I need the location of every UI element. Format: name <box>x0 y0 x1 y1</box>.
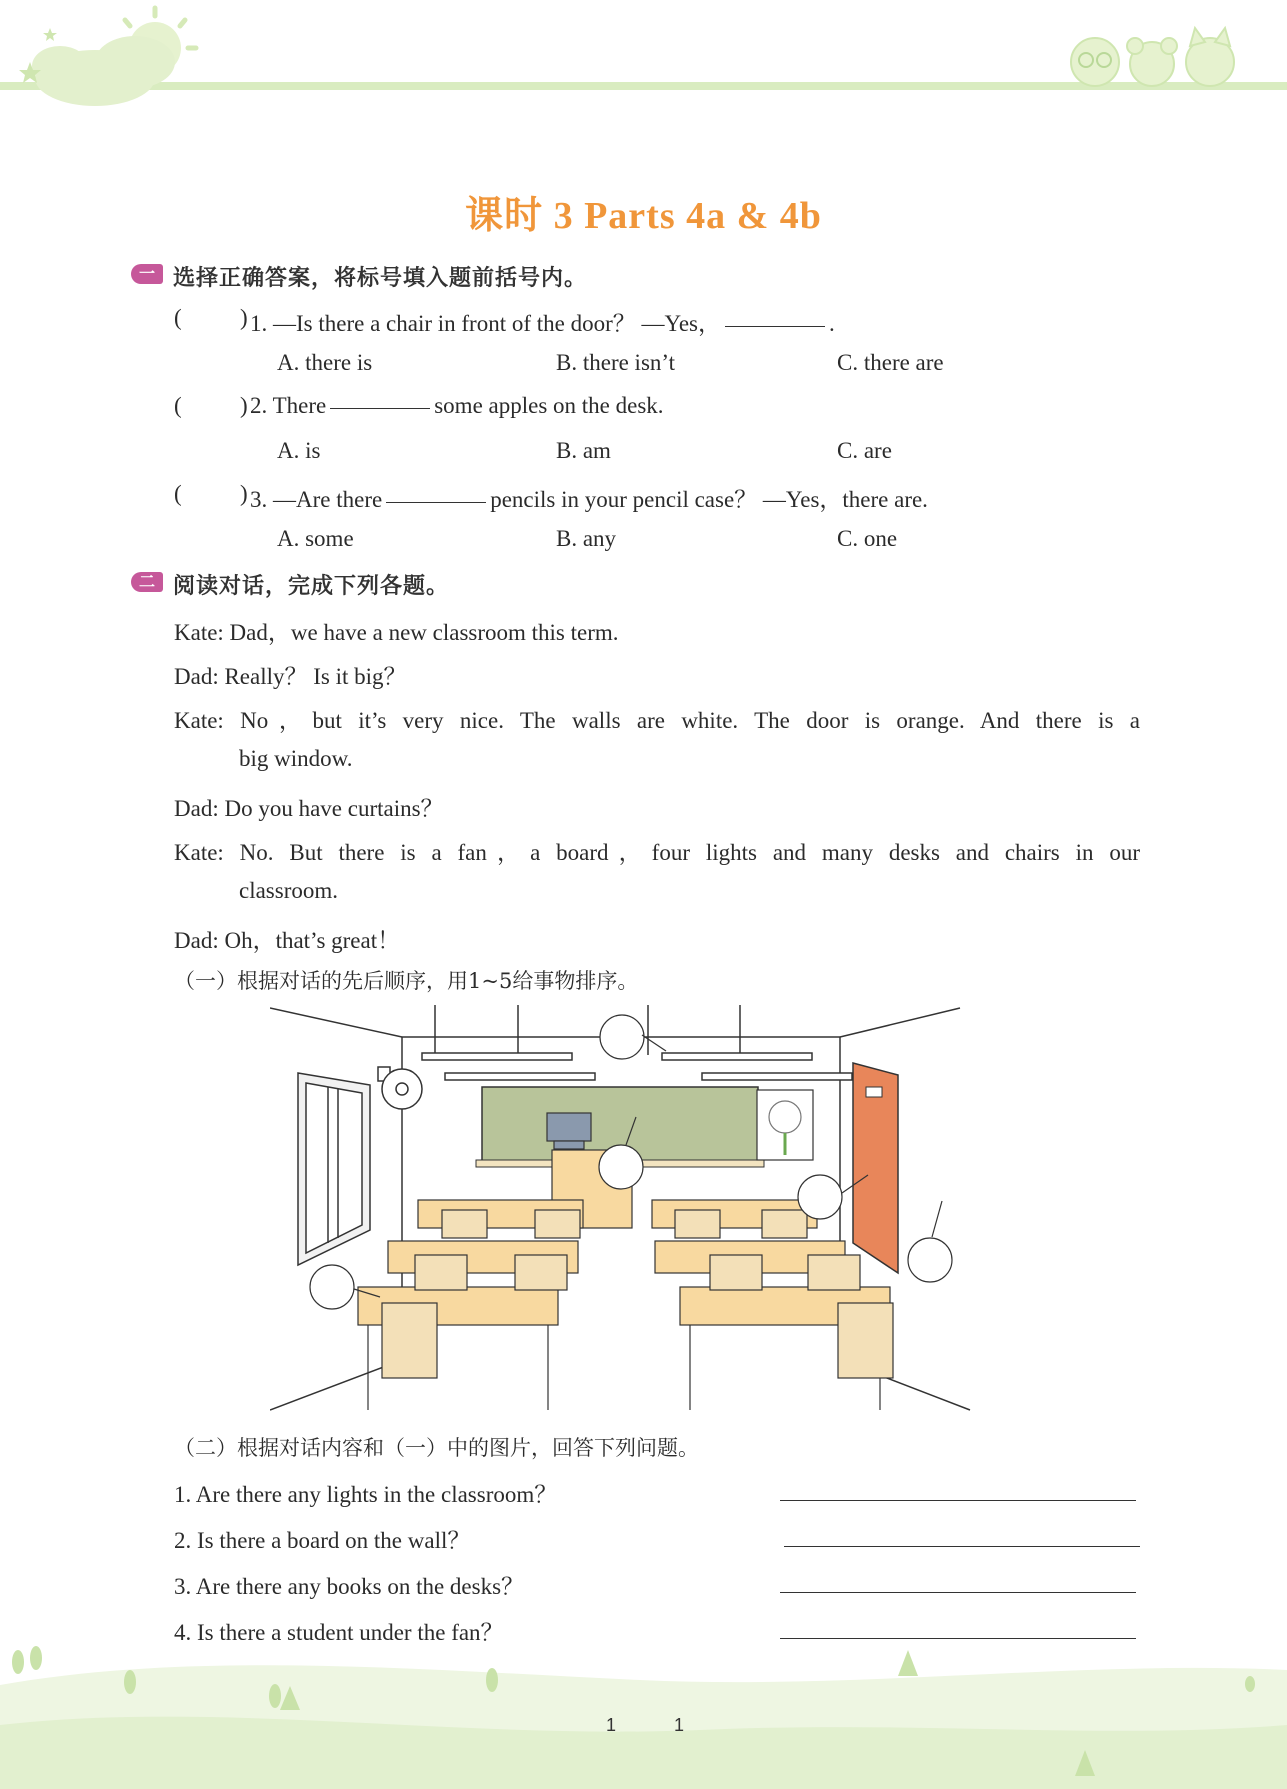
dialogue-line: Dad: Really？ Is it big？ <box>174 664 407 689</box>
answer-paren-open: ( <box>174 393 182 418</box>
window <box>298 1073 370 1265</box>
desks <box>358 1200 890 1410</box>
order-circle <box>599 1145 643 1189</box>
animal-faces-decoration <box>1055 20 1255 90</box>
dialogue-line: big window. <box>239 746 353 771</box>
question-stem-end: . <box>828 311 835 336</box>
comprehension-question-1: 1. Are there any lights in the classroom？ <box>174 1482 558 1507</box>
answer-line[interactable] <box>784 1546 1140 1547</box>
question-1 <box>250 305 835 338</box>
question-stem: There <box>272 393 327 418</box>
answer-blank[interactable] <box>330 407 430 409</box>
page-number-right: 1 <box>674 1715 685 1735</box>
option-c: C. one <box>837 526 898 551</box>
option-b: B. am <box>556 438 611 463</box>
comprehension-question-2: 2. Is there a board on the wall？ <box>174 1528 471 1553</box>
answer-line[interactable] <box>780 1592 1136 1593</box>
section-2-instruction: 阅读对话，完成下列各题。 <box>173 574 450 599</box>
sun-cloud-decoration <box>0 0 220 115</box>
page-number-left: 1 <box>606 1715 617 1735</box>
order-circle <box>310 1265 354 1309</box>
section-badge-1: 一 <box>131 264 163 284</box>
option-c: C. are <box>837 438 892 463</box>
answer-paren-open: ( <box>174 481 182 506</box>
answer-line[interactable] <box>780 1500 1136 1501</box>
option-a: A. is <box>277 438 321 463</box>
question-2 <box>250 393 664 419</box>
computer <box>547 1113 591 1149</box>
order-circle <box>798 1175 842 1219</box>
answer-blank[interactable] <box>386 501 486 503</box>
classroom-illustration <box>270 1005 980 1415</box>
dialogue-line: Dad: Oh，that’s great！ <box>174 928 401 953</box>
option-c: C. there are <box>837 350 944 375</box>
part-2-instruction: （二）根据对话内容和（一）中的图片，回答下列问题。 <box>174 1436 699 1460</box>
footer-hills-decoration <box>0 1630 1287 1789</box>
section-1-instruction: 选择正确答案，将标号填入题前括号内。 <box>173 266 588 291</box>
fan <box>378 1067 422 1109</box>
question-stem: —Is there a chair in front of the door？ —Yes， <box>273 311 721 336</box>
answer-paren-close: ) <box>240 305 248 330</box>
dialogue-line: classroom. <box>239 878 339 903</box>
question-stem-end: pencils in your pencil case？ —Yes，there are. <box>490 487 928 512</box>
dialogue-line: Dad: Do you have curtains？ <box>174 796 444 821</box>
option-b: B. there isn’t <box>556 350 676 375</box>
question-3 <box>250 481 928 514</box>
option-b: B. any <box>556 526 617 551</box>
question-number: 3. <box>250 487 268 512</box>
option-a: A. there is <box>277 350 373 375</box>
dialogue-line: Kate: No. But there is a fan，a board，four lights and many desks and chairs in our <box>174 840 1140 865</box>
answer-paren-close: ) <box>240 393 248 418</box>
order-circle <box>908 1238 952 1282</box>
answer-paren-close: ) <box>240 481 248 506</box>
option-a: A. some <box>277 526 354 551</box>
answer-paren-open: ( <box>174 305 182 330</box>
order-circle <box>600 1015 644 1059</box>
section-badge-2: 二 <box>131 572 163 592</box>
question-number: 2. <box>250 393 268 418</box>
comprehension-question-3: 3. Are there any books on the desks？ <box>174 1574 525 1599</box>
comprehension-question-4: 4. Is there a student under the fan？ <box>174 1620 504 1645</box>
part-1-instruction: （一）根据对话的先后顺序，用1~5给事物排序。 <box>174 969 639 993</box>
dialogue-line: Kate: No，but it’s very nice. The walls are white. The door is orange. And there is a <box>174 708 1140 733</box>
question-number: 1. <box>250 311 268 336</box>
question-stem: —Are there <box>273 487 383 512</box>
question-stem-end: some apples on the desk. <box>434 393 664 418</box>
dialogue-line: Kate: Dad，we have a new classroom this term. <box>174 620 619 645</box>
answer-blank[interactable] <box>725 325 825 327</box>
page-title: 课时 3 Parts 4a & 4b <box>465 195 822 237</box>
